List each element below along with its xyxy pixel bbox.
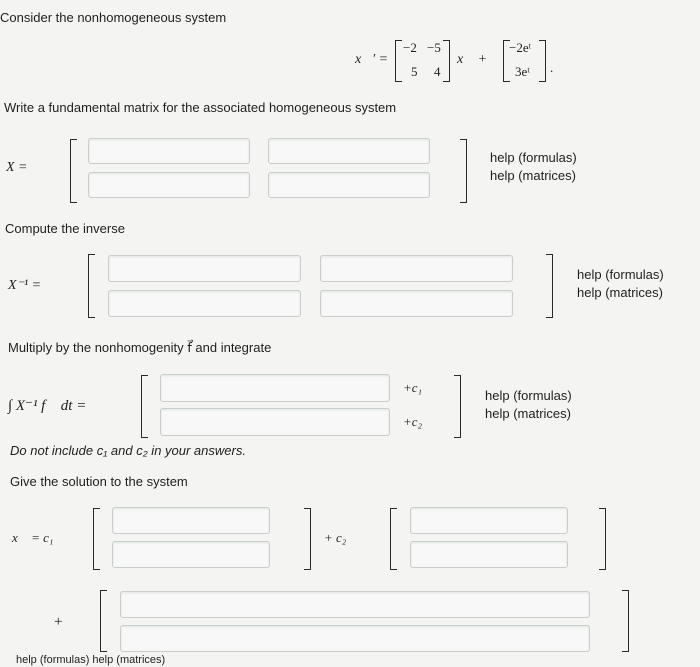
q1-help-formulas-link[interactable]: help (formulas): [490, 150, 577, 165]
q3-plus-c2: +c₂: [403, 414, 423, 429]
q2-help-matrices-link[interactable]: help (matrices): [577, 285, 663, 300]
q2-label: X⁻¹ =: [8, 278, 42, 293]
q4-c1-right-bracket: [304, 508, 311, 570]
q3-help-matrices-link[interactable]: help (matrices): [485, 406, 571, 421]
q1-entry-11[interactable]: [88, 138, 250, 164]
q3-label: ∫ X⁻¹ f⃗ dt =: [8, 398, 87, 414]
vector-f1: −2eᵗ: [509, 40, 532, 55]
q3-right-bracket: [454, 375, 461, 438]
q4-prompt: Give the solution to the system: [10, 474, 188, 489]
q4-c2-entry-1[interactable]: [410, 507, 568, 534]
q2-help-formulas-link[interactable]: help (formulas): [577, 267, 664, 282]
q3-prompt: Multiply by the nonhomogenity f⃗ and integrate: [8, 340, 272, 355]
q4-c2-right-bracket: [599, 508, 606, 570]
q3-entry-1[interactable]: [160, 374, 390, 402]
q4-c1-left-bracket: [93, 508, 100, 570]
vector-f2: 3eᵗ: [515, 64, 530, 79]
q4-help-formulas-link[interactable]: help (formulas): [16, 654, 90, 666]
q1-left-bracket: [70, 139, 77, 203]
intro-text: Consider the nonhomogeneous system: [0, 10, 227, 25]
q4-c2-left-bracket: [390, 508, 397, 570]
matrix-a12: −5: [427, 40, 441, 55]
q4-p-left-bracket: [100, 590, 107, 652]
vector-f-right-bracket: [539, 40, 546, 82]
q3-help-formulas-link[interactable]: help (formulas): [485, 388, 572, 403]
q3-left-bracket: [141, 375, 148, 438]
q4-plus: +: [54, 614, 63, 630]
q1-right-bracket: [460, 139, 467, 203]
q1-help-matrices-link[interactable]: help (matrices): [490, 168, 576, 183]
q1-prompt: Write a fundamental matrix for the associated homogeneous system: [4, 100, 397, 115]
x-vector-plus: x⃗ +: [457, 52, 488, 67]
q4-plus-c2: + c₂: [324, 530, 347, 545]
q4-particular-entry-2[interactable]: [120, 625, 590, 652]
q4-c2-entry-2[interactable]: [410, 541, 568, 568]
matrix-a22: 4: [434, 64, 441, 79]
matrix-a11: −2: [403, 40, 417, 55]
x-prime-label: x⃗′ =: [355, 52, 389, 67]
q1-label: X =: [6, 160, 28, 175]
q1-entry-22[interactable]: [268, 172, 430, 198]
matrix-a21: 5: [411, 64, 418, 79]
q2-prompt: Compute the inverse: [5, 221, 125, 236]
q2-entry-22[interactable]: [320, 290, 513, 317]
q4-c1-entry-2[interactable]: [112, 541, 270, 568]
matrix-a-right-bracket: [443, 40, 450, 82]
matrix-a-left-bracket: [395, 40, 402, 82]
q2-entry-21[interactable]: [108, 290, 301, 317]
q1-entry-21[interactable]: [88, 172, 250, 198]
q4-p-right-bracket: [622, 590, 629, 652]
q3-entry-2[interactable]: [160, 408, 390, 436]
q3-plus-c1: +c₁: [403, 380, 423, 395]
system-equation: [355, 38, 575, 84]
q2-entry-11[interactable]: [108, 255, 301, 282]
period: .: [550, 60, 554, 75]
q4-c1-entry-1[interactable]: [112, 507, 270, 534]
q1-entry-12[interactable]: [268, 138, 430, 164]
q3-note: Do not include c₁ and c₂ in your answers.: [10, 443, 246, 458]
q2-right-bracket: [546, 254, 553, 318]
q4-label: x⃗ = c₁: [12, 530, 54, 545]
q4-help-matrices-link[interactable]: help (matrices): [92, 654, 166, 666]
q2-left-bracket: [88, 254, 95, 318]
q4-particular-entry-1[interactable]: [120, 591, 590, 618]
q2-entry-12[interactable]: [320, 255, 513, 282]
